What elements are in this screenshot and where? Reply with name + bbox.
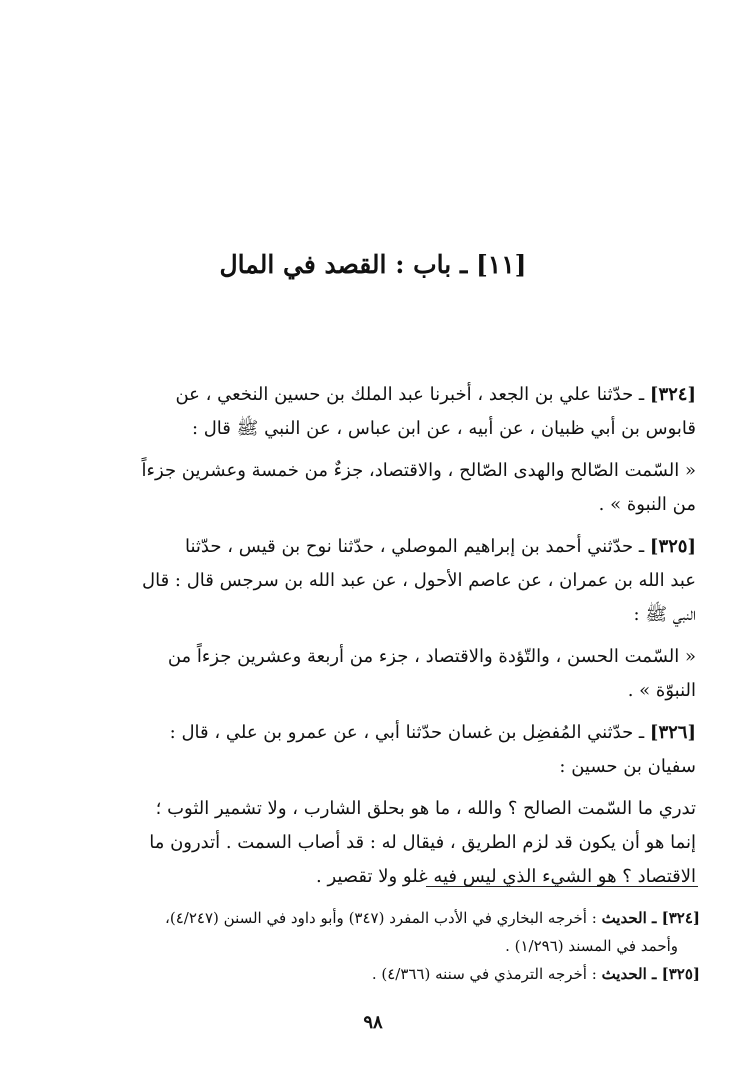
chapter-title: [١١] ـ باب : القصد في المال: [219, 250, 527, 279]
hadith-326-matn-line-2: إنما هو أن يكون قد لزم الطريق ، فيقال له : قد أصاب السمت . أتدرون ما: [149, 832, 696, 853]
hadith-325-isnad-line-2: عبد الله بن عمران ، عن عاصم الأحول ، عن عبد الله بن سرجس قال : قال: [142, 570, 696, 591]
hadith-number: [٣٢٥]: [649, 536, 696, 557]
isnad-text: ـ حدّثني أحمد بن إبراهيم الموصلي ، حدّثنا نوح بن قيس ، حدّثنا: [185, 536, 645, 557]
isnad-text: ـ حدّثنا علي بن الجعد ، أخبرنا عبد الملك بن حسين النخعي ، عن: [175, 384, 645, 405]
footnote-325-line-1: [50, 960, 700, 988]
hadith-325-matn-line-1: « السّمت الحسن ، والتّؤدة والاقتصاد ، جزء من أربعة وعشرين جزءاً من: [167, 646, 696, 667]
hadith-326-isnad-line-1: [50, 716, 696, 750]
hadith-325-isnad-line-1: [50, 530, 696, 564]
page-number: ٩٨: [363, 1012, 383, 1033]
footnote-text: : أخرجه الترمذي في سننه (٤/٣٦٦) .: [371, 965, 597, 983]
footnote-label: [٣٢٥] ـ الحديث: [601, 965, 700, 983]
hadith-324-matn-line-1: « السّمت الصّالح والهدى الصّالح ، والاقتصاد، جزءٌ من خمسة وعشرين جزءاً: [141, 460, 696, 481]
footnotes: [50, 904, 700, 988]
hadith-326-matn-line-3: الاقتصاد ؟ هو الشيء الذي ليس فيه غلو ولا تقصير .: [316, 866, 696, 887]
footnote-324-line-1: [50, 904, 700, 932]
hadith-326-isnad-line-2: سفيان بن حسين :: [559, 756, 696, 777]
footnote-text: : أخرجه البخاري في الأدب المفرد (٣٤٧) وأبو داود في السنن (٤/٢٤٧)،: [165, 909, 597, 927]
main-text: [50, 378, 696, 894]
footnote-324-line-2: وأحمد في المسند (١/٢٩٦) .: [505, 937, 678, 955]
hadith-number: [٣٢٦]: [649, 722, 696, 743]
hadith-324-isnad-line-1: [50, 378, 696, 412]
hadith-325-matn-line-2: النبوّة » .: [627, 680, 696, 701]
hadith-number: [٣٢٤]: [649, 384, 696, 405]
hadith-324-matn-line-2: من النبوة » .: [598, 494, 696, 515]
hadith-324-isnad-line-2: قابوس بن أبي ظبيان ، عن أبيه ، عن ابن عباس ، عن النبي ﷺ قال :: [191, 418, 696, 439]
footnote-divider: [426, 886, 698, 887]
hadith-325-isnad-line-3: النبي ﷺ :: [633, 604, 696, 625]
isnad-text: ـ حدّثني المُفضِل بن غسان حدّثنا أبي ، عن عمرو بن علي ، قال :: [169, 722, 645, 743]
footnote-label: [٣٢٤] ـ الحديث: [601, 909, 700, 927]
hadith-326-matn-line-1: تدري ما السّمت الصالح ؟ والله ، ما هو بحلق الشارب ، ولا تشمير الثوب ؛: [155, 798, 696, 819]
